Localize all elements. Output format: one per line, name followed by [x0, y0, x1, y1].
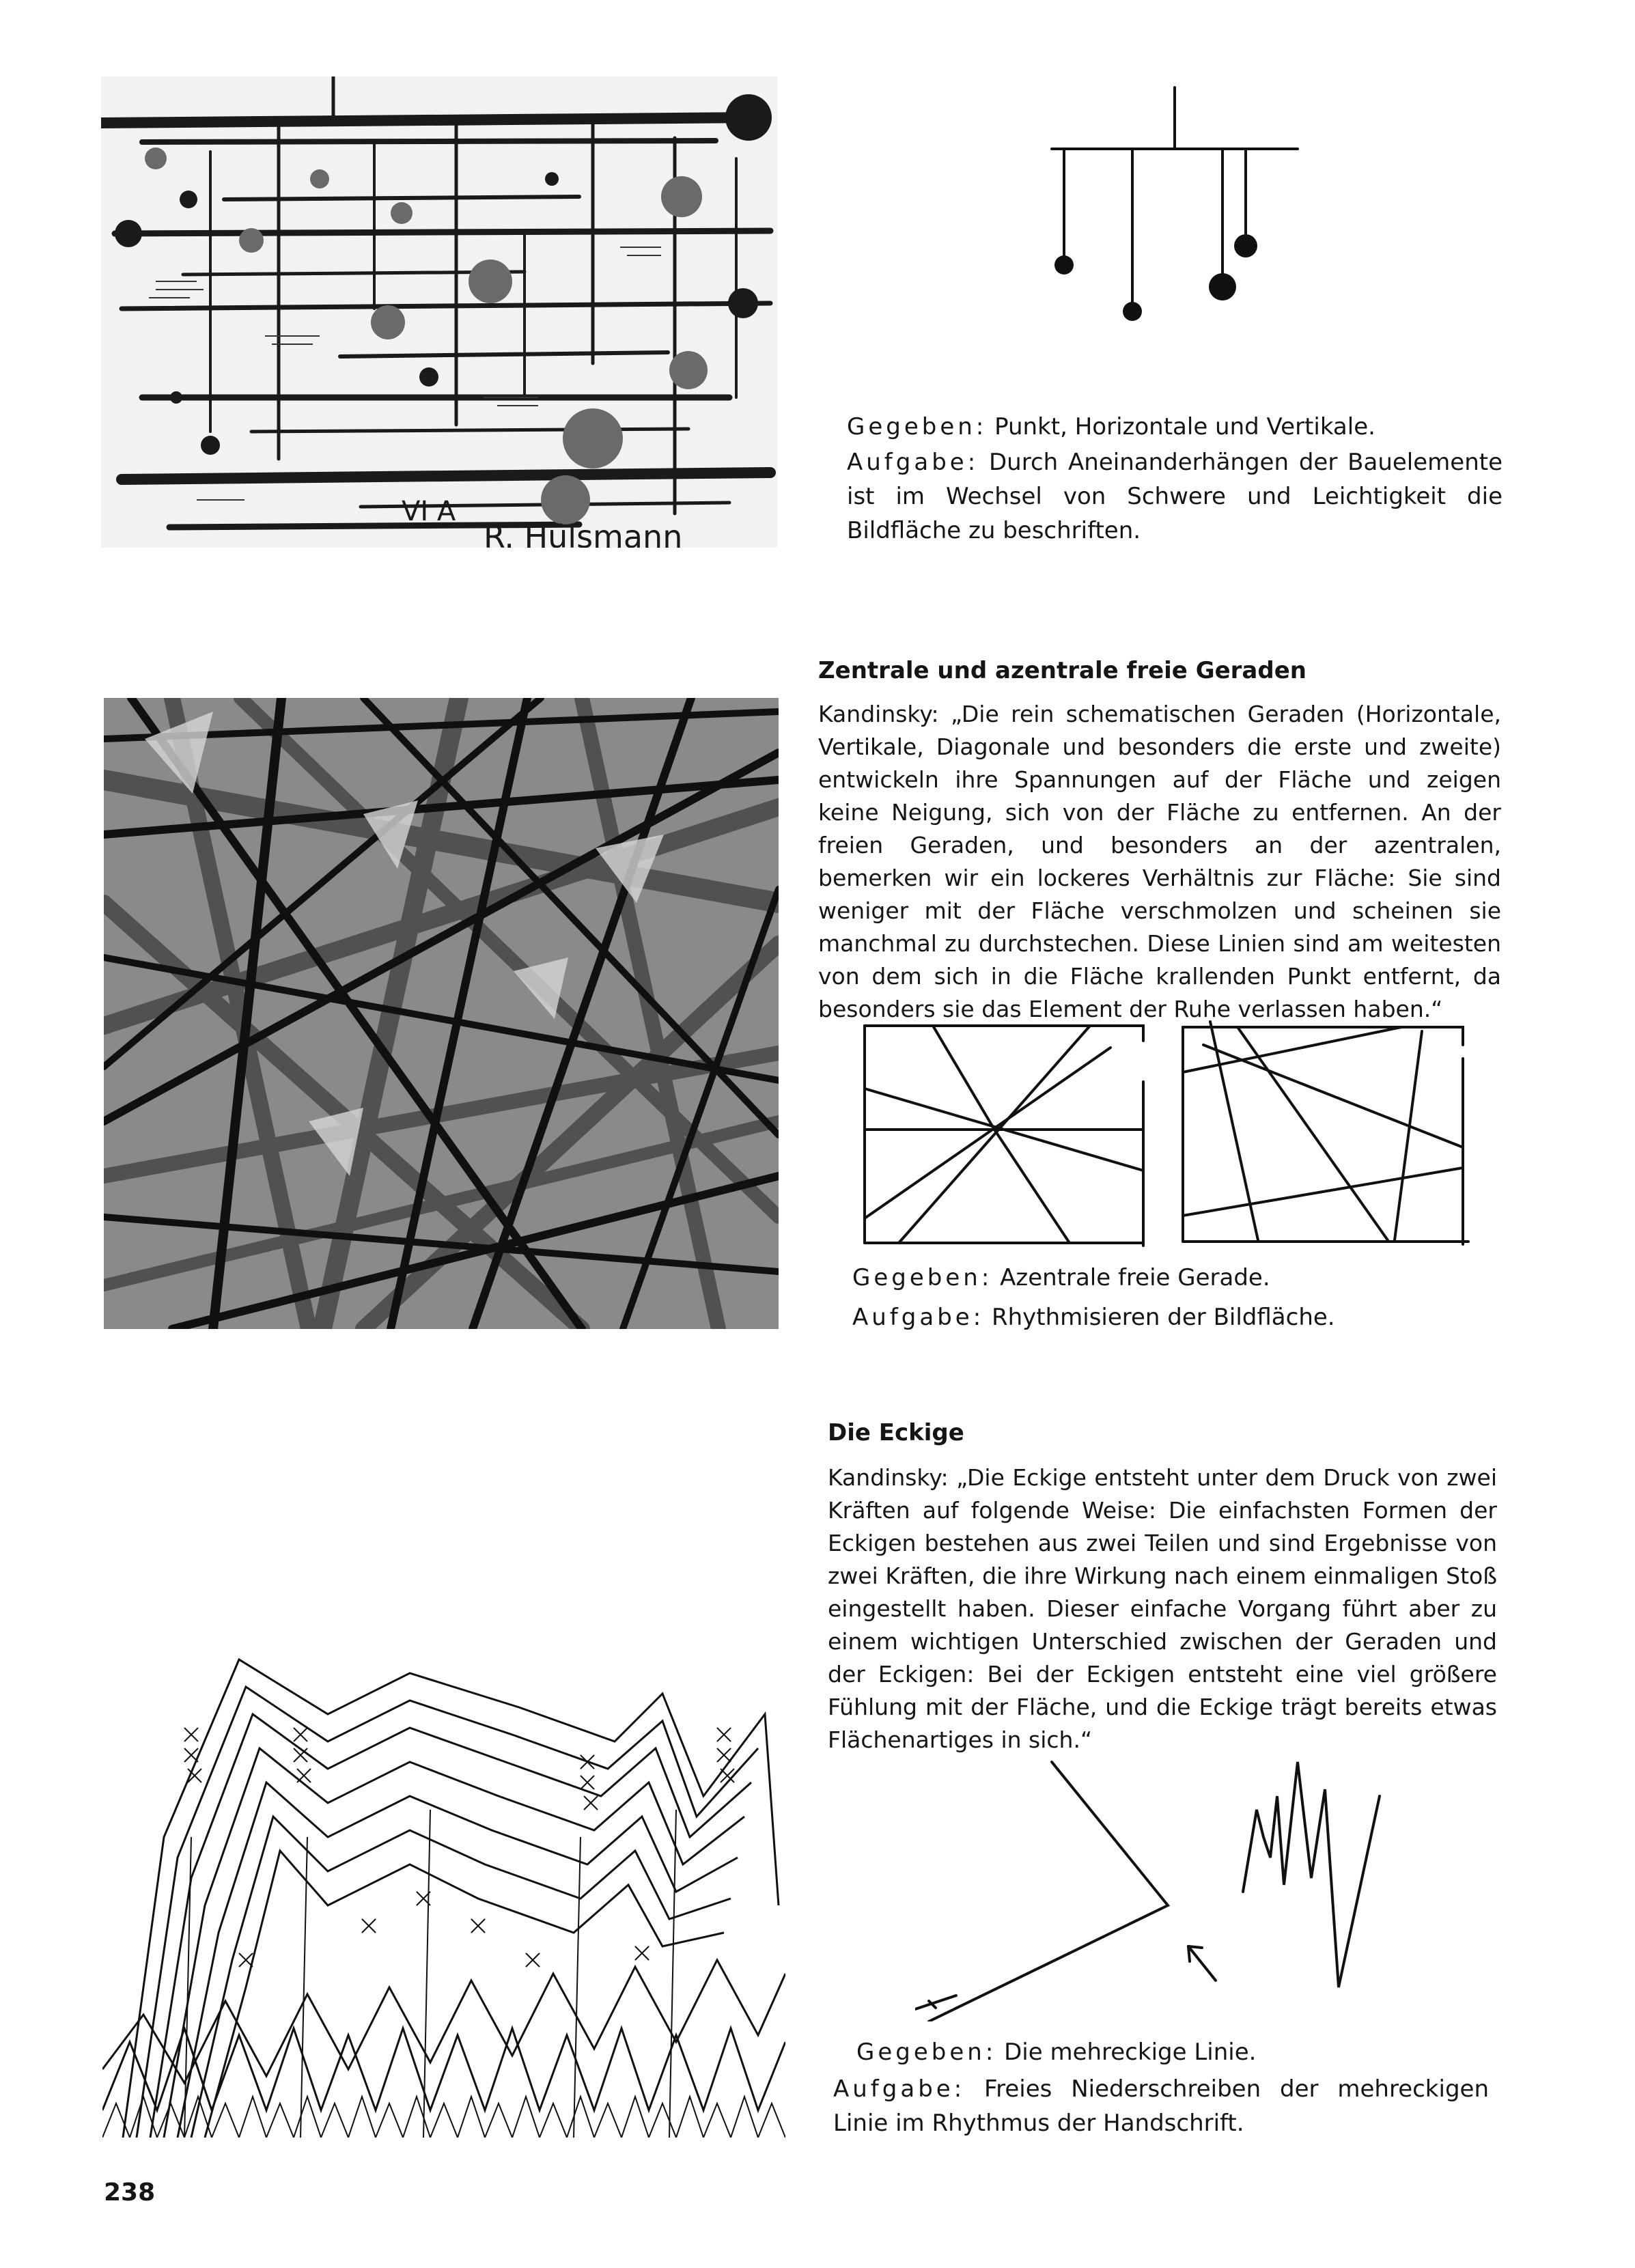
task-label: Aufgabe: [833, 2075, 966, 2103]
given-caption-3 [856, 2035, 1498, 2069]
quote-free-lines: Kandinsky: „Die rein schematischen Geraden (Horizontale, Vertikale, Diagonale und besonders die erste und zweite) entwickeln ihre Spannungen auf der Fläche und zeigen keine Neigung, sich von der Fläche zu entfernen. An der freien Geraden, und besonders an der azentralen, bemerken wir ein lockeres Verhältnis zur Fläche: Sie sind weniger mit der Fläche verschmolzen und scheinen sie manchmal zu durchstechen. Diese Linien sind am weitesten von dem sich in die Fläche krallenden Punkt entfernt, da besonders sie das Element der Ruhe verlassen haben.“ [818, 701, 1501, 1022]
given-label: Gegeben: [856, 2039, 997, 2066]
task-caption-3 [833, 2072, 1489, 2140]
artwork-signature: R. Hülsmann [484, 518, 683, 548]
task-text: Freies Niederschreiben der mehreckigen Linie im Rhythmus der Handschrift. [833, 2075, 1489, 2137]
given-text: Azentrale freie Gerade. [1000, 1264, 1270, 1291]
diagram-acentral-lines [1176, 1018, 1477, 1250]
artwork-angular-mountains [102, 1632, 785, 2138]
task-text: Durch Aneinanderhängen der Bauelemente ist im Wechsel von Schwere und Leichtigkeit die Bildfläche zu beschriften. [847, 449, 1503, 544]
given-label: Gegeben: [852, 1264, 993, 1291]
given-caption-1 [847, 410, 1503, 444]
task-text: Rhythmisieren der Bildfläche. [991, 1304, 1335, 1331]
heading-free-lines: Zentrale und azentrale freie Geraden [818, 657, 1306, 684]
task-caption-1 [847, 445, 1503, 548]
given-text: Punkt, Horizontale und Vertikale. [994, 413, 1375, 440]
quote-angular-line: Kandinsky: „Die Eckige entsteht unter dem Druck von zwei Kräften auf folgende Weise: Die einfachsten Formen der Eckigen bestehen aus zwei Teilen und sind Ergebnisse von zwei Kräften, die ihre Wirkung nach einem einmaligen Stoß eingestellt haben. Dieser einfache Vorgang führt aber zu einem wichtigen Unterschied zwischen der Geraden und der Eckigen: Bei der Eckigen entsteht eine viel größere Fühlung mit der Fläche, und die Eckige trägt bereits etwas Flächenartiges in sich.“ [828, 1464, 1497, 1753]
diagram-angular-lines [915, 1755, 1462, 2021]
given-text: Die mehreckige Linie. [1004, 2039, 1257, 2066]
task-caption-2 [852, 1300, 1501, 1334]
artwork-mark: VI A [402, 496, 456, 527]
given-caption-2 [852, 1261, 1501, 1295]
heading-angular-line: Die Eckige [828, 1419, 964, 1446]
artwork-dots-and-lines [101, 76, 777, 548]
task-label: Aufgabe: [852, 1304, 985, 1331]
given-label: Gegeben: [847, 413, 988, 440]
task-label: Aufgabe: [847, 449, 979, 476]
diagram-hanging-points [1038, 81, 1311, 340]
page-number: 238 [104, 2179, 156, 2207]
diagram-central-lines [858, 1020, 1153, 1247]
artwork-crossing-lines [104, 698, 779, 1329]
